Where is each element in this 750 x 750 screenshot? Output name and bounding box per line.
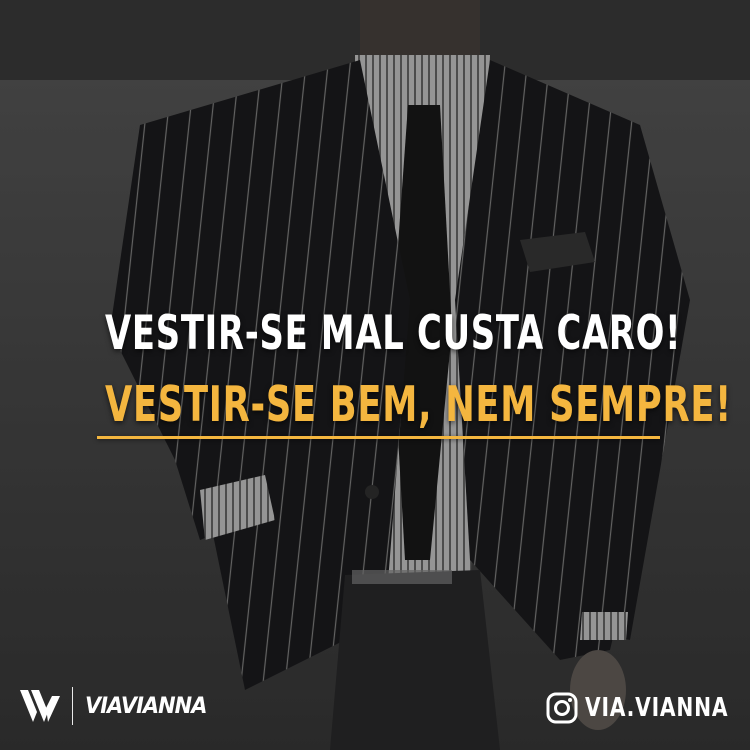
instagram-handle-group [546, 690, 730, 726]
vv-monogram-icon [20, 688, 62, 724]
brand-name: VIAVIANNA [85, 693, 207, 719]
brand-logo [20, 686, 213, 726]
brand-divider [72, 687, 73, 725]
headline-line-2: VESTIR-SE BEM, NEM SEMPRE! [105, 376, 732, 433]
headline-line-1: VESTIR-SE MAL CUSTA CARO! [105, 306, 682, 361]
instagram-icon [546, 692, 578, 724]
headline-underline [97, 436, 660, 439]
instagram-handle: VIA.VIANNA [585, 693, 729, 723]
